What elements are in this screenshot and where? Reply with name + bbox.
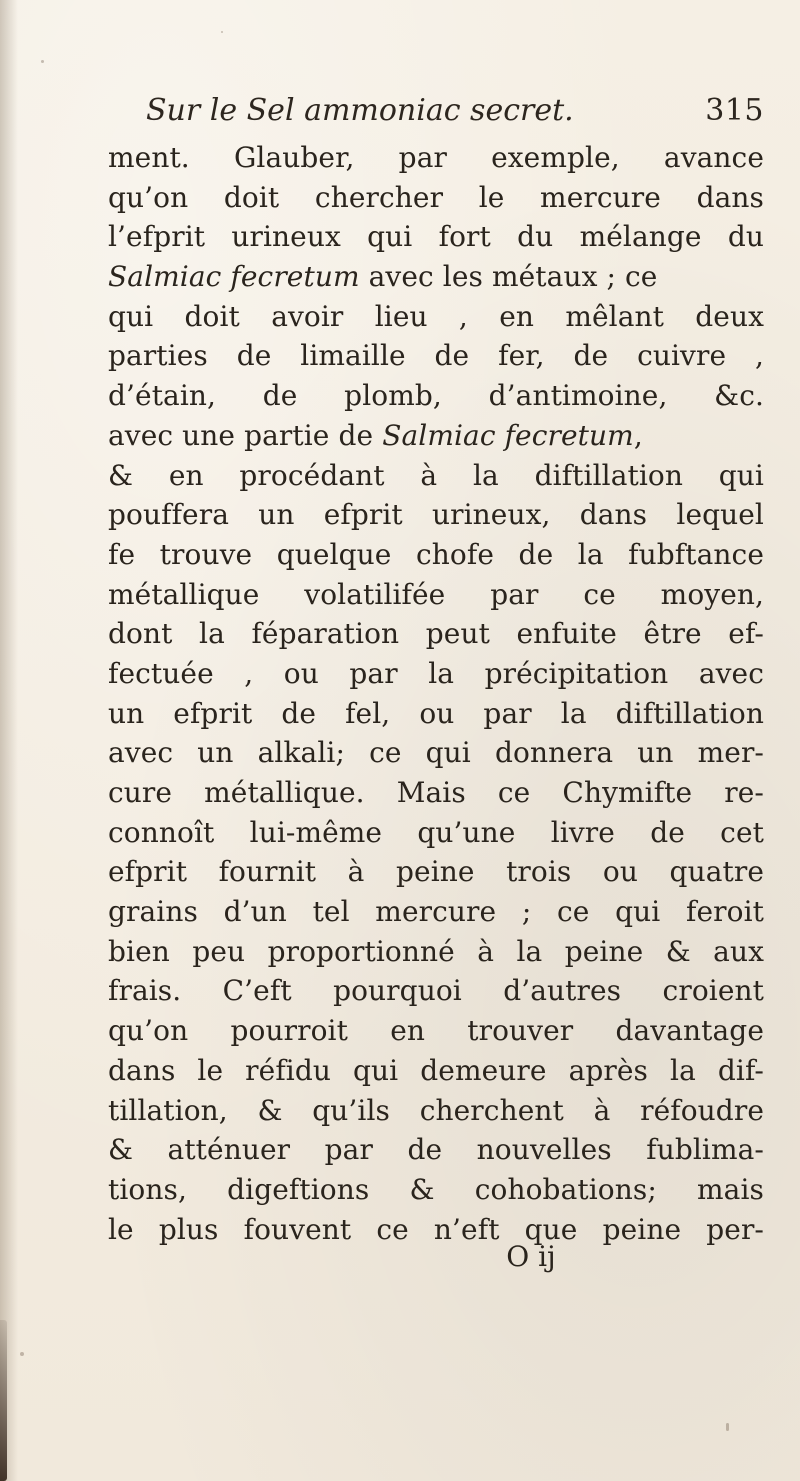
text-line: tions, digeftions & cohobations; mais xyxy=(108,1172,764,1206)
paper-speck xyxy=(726,1423,729,1431)
text-line: avec un alkali; ce qui donnera un mer- xyxy=(108,736,764,770)
text-fragment: , xyxy=(633,418,643,452)
italic-term: Salmiac fecretum xyxy=(382,418,634,452)
text-line: métallique volatilifée par ce moyen, xyxy=(108,577,764,611)
text-line: frais. C’eft pourquoi d’autres croient xyxy=(108,974,764,1008)
text-line: pouffera un efprit urineux, dans lequel xyxy=(108,498,764,532)
text-line: tillation, & qu’ils cherchent à réfoudre xyxy=(108,1093,764,1127)
text-line: qu’on pourroit en trouver davantage xyxy=(108,1014,764,1048)
running-title: Sur le Sel ammoniac secret. xyxy=(146,93,574,128)
text-line: dont la féparation peut enfuite être ef- xyxy=(108,617,764,651)
text-line: qu’on doit chercher le mercure dans xyxy=(108,180,764,214)
text-fragment: avec une partie de xyxy=(108,418,383,452)
text-line: un efprit de fel, ou par la diftillation xyxy=(108,696,764,730)
text-line: connoît lui-même qu’une livre de cet xyxy=(108,815,764,849)
text-line: ment. Glauber, par exemple, avance xyxy=(108,141,764,174)
paper-speck xyxy=(20,1352,24,1356)
text-line: cure métallique. Mais ce Chymifte re- xyxy=(108,776,764,809)
binding-shadow xyxy=(0,0,18,1481)
text-line xyxy=(108,257,764,297)
italic-term: Salmiac fecretum xyxy=(108,260,360,294)
text-line: fectuée , ou par la précipitation avec xyxy=(108,656,764,690)
paper-speck xyxy=(221,31,223,33)
text-line: l’efprit urineux qui fort du mélange du xyxy=(108,220,764,254)
signature-mark: O ij xyxy=(506,1240,556,1273)
text-line: qui doit avoir lieu , en mêlant deux xyxy=(108,299,764,333)
paper-speck xyxy=(41,60,44,63)
text-line: & en procédant à la diftillation qui xyxy=(108,458,764,492)
text-line: le plus fouvent ce n’eft que peine per- xyxy=(108,1212,764,1246)
text-line: grains d’un tel mercure ; ce qui feroit xyxy=(108,895,764,929)
text-line: bien peu proportionné à la peine & aux xyxy=(108,934,764,968)
text-line: & atténuer par de nouvelles fublima- xyxy=(108,1133,764,1167)
binding-mark xyxy=(0,1320,7,1481)
text-line: d’étain, de plomb, d’antimoine, &c. xyxy=(108,379,764,413)
body-text xyxy=(108,138,764,1249)
text-line: fe trouve quelque chofe de la fubftance xyxy=(108,537,764,571)
page-number: 315 xyxy=(705,93,764,128)
text-line: dans le réfidu qui demeure après la dif- xyxy=(108,1053,764,1087)
text-fragment: avec les métaux ; ce xyxy=(359,260,658,294)
text-line: parties de limaille de fer, de cuivre , xyxy=(108,339,764,373)
text-line: efprit fournit à peine trois ou quatre xyxy=(108,855,764,889)
running-header xyxy=(108,88,764,134)
text-line xyxy=(108,416,764,456)
